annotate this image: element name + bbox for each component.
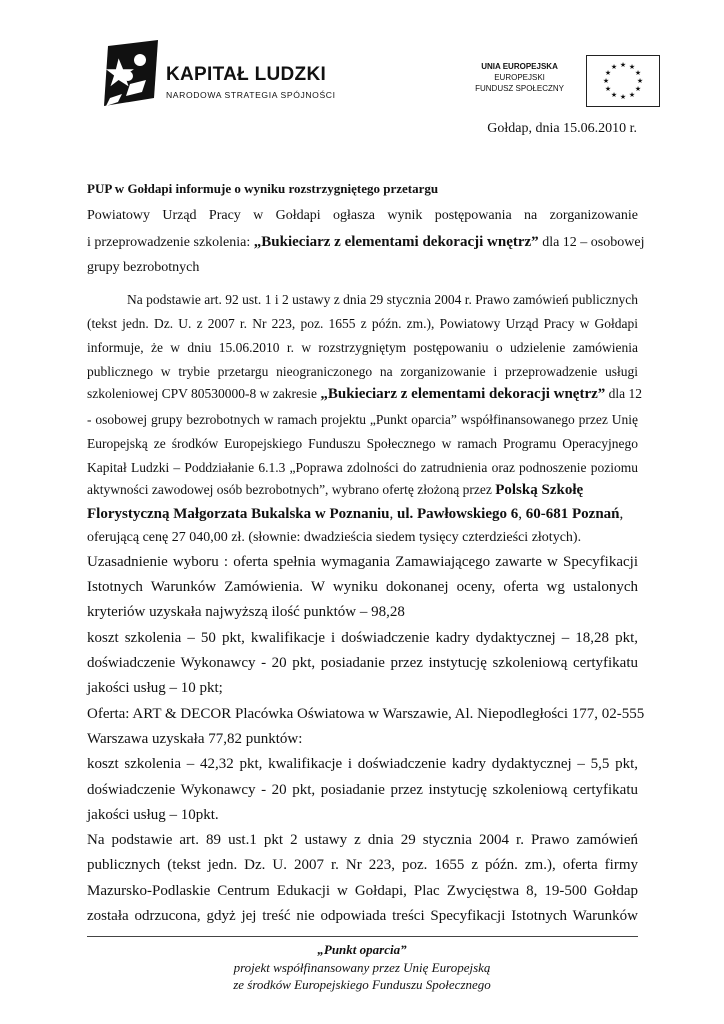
para2-line-1: Uzasadnienie wyboru : oferta spełnia wymagania Zamawiającego zawarte w Specyfikacji — [87, 554, 638, 570]
para1-line-9-text: aktywności zawodowej osób bezrobotnych”, wybrano ofertę złożoną przez — [87, 482, 496, 497]
para2-line-6: jakości usług – 10 pkt; — [87, 680, 223, 696]
svg-text:★: ★ — [619, 61, 627, 69]
para1-line-11: oferującą cenę 27 040,00 zł. (słownie: dwadzieścia siedem tysięcy czterdzieści złotych). — [87, 530, 582, 545]
footer-project-name: „Punkt oparcia” — [317, 942, 407, 957]
training-title-2: „Bukieciarz z elementami dekoracji wnętrz” — [320, 386, 606, 402]
svg-text:★: ★ — [604, 69, 612, 77]
winner-city: 60-681 Poznań — [525, 506, 620, 522]
kapital-ludzki-emblem-icon — [100, 40, 160, 110]
para2-line-9: koszt szkolenia – 42,32 pkt, kwalifikacje i doświadczenie kadry dydaktycznej – 5,5 pkt, — [87, 756, 638, 772]
para1-line-7: Europejską ze środków Europejskiego Funduszu Społecznego w ramach Programu Operacyjnego — [87, 436, 638, 451]
intro-line-1: Powiatowy Urząd Pracy w Gołdapi ogłasza wynik postępowania na zorganizowanie — [87, 208, 638, 223]
svg-text:★: ★ — [610, 91, 618, 99]
para2-line-12: Na podstawie art. 89 ust.1 pkt 2 ustawy z dnia 29 stycznia 2004 r. Prawo zamówień — [87, 832, 638, 848]
eu-logo-text — [475, 61, 564, 94]
para2-line-3: kryteriów uzyskała najwyższą ilość punktów – 98,28 — [87, 604, 405, 620]
para2-line-2: Istotnych Warunków Zamówienia. W wyniku dokonanej oceny, oferta wg ustalonych — [87, 579, 638, 595]
kapital-ludzki-logo — [100, 40, 350, 110]
para1-line-1 — [87, 292, 638, 308]
para2-line-11: jakości usług – 10pkt. — [87, 807, 219, 823]
kapital-ludzki-title: KAPITAŁ LUDZKI — [166, 64, 327, 85]
svg-text:★: ★ — [628, 91, 636, 99]
svg-text:★: ★ — [604, 85, 612, 93]
para1-line-6: - osobowej grupy bezrobotnych w ramach projektu „Punkt oparcia” współfinansowanego przez Unię — [87, 412, 638, 427]
separator-1: , — [389, 506, 397, 522]
eu-line-3: FUNDUSZ SPOŁECZNY — [475, 84, 564, 93]
para2-line-7: Oferta: ART & DECOR Placówka Oświatowa w Warszawie, Al. Niepodległości 177, 02-555 — [87, 706, 645, 722]
svg-text:★: ★ — [628, 63, 636, 71]
para1-line-2: (tekst jedn. Dz. U. z 2007 r. Nr 223, poz. 1655 z późn. zm.), Powiatowy Urząd Pracy w Gołdapi — [87, 316, 638, 331]
para2-line-5: doświadczenie Wykonawcy - 20 pkt, posiadanie przez instytucję szkoleniową certyfikatu — [87, 655, 638, 671]
para2-line-14: Mazursko-Podlaskie Centrum Edukacji w Gołdapi, Plac Zwycięstwa 8, 19-500 Gołdap — [87, 883, 638, 899]
para2-line-8: Warszawa uzyskała 77,82 punktów: — [87, 731, 303, 747]
svg-text:★: ★ — [634, 85, 642, 93]
para1-line-10 — [87, 506, 638, 523]
winner-street: ul. Pawłowskiego 6 — [397, 506, 519, 522]
eu-logo — [476, 55, 660, 110]
para1-line-5-end: dla 12 — [605, 386, 643, 401]
svg-text:★: ★ — [619, 93, 627, 101]
svg-text:★: ★ — [636, 77, 644, 85]
svg-text:★: ★ — [634, 69, 642, 77]
para2-line-4: koszt szkolenia – 50 pkt, kwalifikacje i doświadczenie kadry dydaktycznej – 18,28 pkt, — [87, 630, 638, 646]
separator-3: , — [619, 506, 624, 522]
svg-text:★: ★ — [602, 77, 610, 85]
intro-line-2-text: i przeprowadzenie szkolenia: — [87, 235, 254, 250]
svg-text:★: ★ — [610, 63, 618, 71]
footer-line-2: projekt współfinansowany przez Unię Europejską — [233, 960, 491, 975]
para1-line-5 — [87, 386, 643, 403]
para1-line-4: publicznego w trybie przetargu nieograniczonego na zorganizowanie i przeprowadzenie usługi — [87, 364, 638, 379]
para1-line-9 — [87, 482, 638, 499]
para2-line-10: doświadczenie Wykonawcy - 20 pkt, posiadanie przez instytucję szkoleniową certyfikatu — [87, 782, 638, 798]
footer-line-3: ze środków Europejskiego Funduszu Społecznego — [233, 977, 491, 992]
footer-divider — [87, 936, 638, 937]
winner-name-part-2: Florystyczną Małgorzata Bukalska w Poznaniu — [87, 506, 390, 522]
para2-line-13: publicznych (tekst jedn. Dz. U. 2007 r. Nr 223, poz. 1655 z późn. zm.), oferta firmy — [87, 857, 638, 873]
para1-line-3: informuje, że w dniu 15.06.2010 r. w rozstrzygniętym postępowaniu o udzielenie zamówienia — [87, 340, 638, 355]
para2-line-15: została odrzucona, gdyż jej treść nie odpowiada treści Specyfikacji Istotnych Warunków — [87, 908, 638, 924]
document-heading: PUP w Gołdapi informuje o wyniku rozstrzygniętego przetargu — [87, 181, 439, 196]
para1-line-1-text: Na podstawie art. 92 ust. 1 i 2 ustawy z dnia 29 stycznia 2004 r. Prawo zamówień publicznych — [127, 292, 638, 307]
winner-name-part-1: Polską Szkołę — [495, 482, 584, 498]
intro-line-2-end: dla 12 – osobowej — [538, 235, 645, 250]
intro-line-3: grupy bezrobotnych — [87, 260, 200, 275]
kapital-ludzki-subtitle: NARODOWA STRATEGIA SPÓJNOŚCI — [166, 90, 336, 100]
eu-line-1: UNIA EUROPEJSKA — [481, 62, 558, 71]
para1-line-8: Kapitał Ludzki – Poddziałanie 6.1.3 „Poprawa zdolności do zatrudnienia oraz podnoszenie poziomu — [87, 460, 638, 475]
intro-line-2 — [87, 234, 645, 251]
training-title: „Bukieciarz z elementami dekoracji wnętrz” — [253, 234, 539, 250]
para1-line-5-text: szkoleniowej CPV 80530000-8 w zakresie — [87, 386, 321, 401]
eu-flag-icon — [586, 55, 660, 107]
document-date: Gołdap, dnia 15.06.2010 r. — [487, 121, 637, 136]
eu-line-2: EUROPEJSKI — [494, 73, 545, 82]
separator-2: , — [518, 506, 526, 522]
